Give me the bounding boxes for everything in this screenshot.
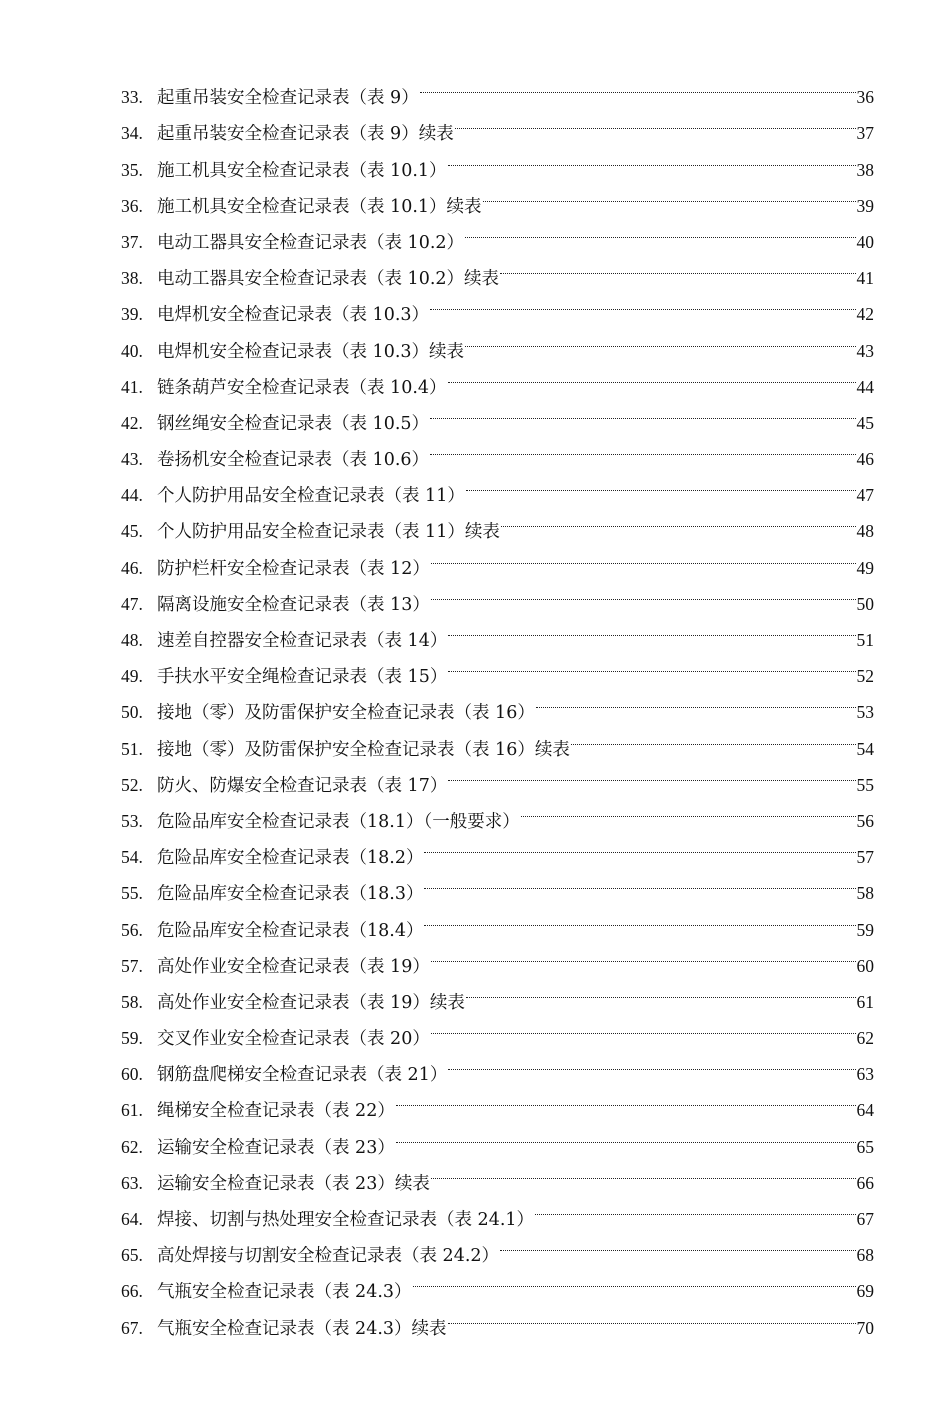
toc-entry-number: 55. [121, 883, 143, 904]
toc-entry-title: 施工机具安全检查记录表（表 10.1）续表 [157, 196, 482, 217]
toc-entry-number: 58. [121, 991, 143, 1012]
toc-dot-leader [431, 936, 856, 972]
toc-entry-number: 43. [121, 449, 143, 470]
toc-entry-number: 64. [121, 1209, 143, 1229]
toc-dot-leader [535, 1189, 855, 1225]
toc-entry-title: 接地（零）及防雷保护安全检查记录表（表 16）续表 [157, 739, 570, 760]
toc-entry-page-number: 39 [856, 195, 874, 216]
toc-dot-leader [455, 103, 856, 139]
toc-entry-title: 钢筋盘爬梯安全检查记录表（表 21） [157, 1065, 448, 1086]
toc-entry-title: 个人防护用品安全检查记录表（表 11） [157, 486, 465, 507]
toc-dot-leader [466, 465, 856, 501]
toc-entry-page-number: 54 [856, 738, 874, 759]
toc-entry-title: 高处作业安全检查记录表（表 19）续表 [157, 992, 465, 1013]
toc-entry-page-number: 63 [856, 1064, 874, 1085]
toc-entry-title: 气瓶安全检查记录表（表 24.3） [157, 1282, 412, 1303]
toc-entry-page-number: 40 [856, 231, 874, 252]
toc-entry-title: 高处作业安全检查记录表（表 19） [157, 956, 430, 977]
toc-dot-leader [396, 1080, 856, 1116]
toc-entry-title: 绳梯安全检查记录表（表 22） [157, 1101, 395, 1122]
table-of-contents [121, 67, 874, 1339]
toc-entry-number: 48. [121, 630, 143, 650]
toc-dot-leader [448, 1044, 855, 1080]
toc-dot-leader [431, 537, 856, 573]
toc-entry-page-number: 60 [856, 955, 874, 976]
toc-entry-number: 39. [121, 304, 143, 325]
toc-entry-page-number: 59 [856, 919, 874, 940]
toc-entry-number: 61. [121, 1100, 143, 1121]
toc-dot-leader [424, 863, 855, 899]
toc-dot-leader [448, 646, 855, 682]
toc-entry-title: 手扶水平安全绳检查记录表（表 15） [157, 667, 448, 688]
toc-entry-title: 危险品库安全检查记录表（18.4） [157, 920, 424, 941]
toc-entry-page-number: 47 [856, 485, 874, 506]
toc-entry-title: 电动工器具安全检查记录表（表 10.2） [157, 232, 465, 253]
toc-entry-title: 链条葫芦安全检查记录表（表 10.4） [157, 377, 447, 398]
toc-dot-leader [571, 718, 856, 754]
toc-entry-number: 54. [121, 847, 143, 868]
toc-dot-leader [430, 429, 855, 465]
toc-entry-title: 施工机具安全检查记录表（表 10.1） [157, 160, 447, 181]
toc-dot-leader [431, 1008, 856, 1044]
toc-entry-number: 46. [121, 557, 143, 578]
toc-entry-title: 防火、防爆安全检查记录表（表 17） [157, 775, 448, 796]
toc-entry-number: 59. [121, 1028, 143, 1049]
toc-entry-page-number: 51 [856, 630, 874, 650]
toc-entry-title: 防护栏杆安全检查记录表（表 12） [157, 558, 430, 579]
toc-entry-title: 起重吊装安全检查记录表（表 9）续表 [157, 124, 454, 145]
toc-dot-leader [430, 393, 855, 429]
toc-dot-leader [465, 320, 855, 356]
toc-entry-number: 38. [121, 268, 143, 289]
toc-entry-page-number: 55 [856, 774, 874, 795]
toc-entry-title: 起重吊装安全检查记录表（表 9） [157, 88, 419, 109]
toc-entry-number: 52. [121, 774, 143, 795]
toc-entry-page-number: 42 [856, 304, 874, 325]
toc-entry-number: 36. [121, 195, 143, 216]
toc-entry-title: 运输安全检查记录表（表 23） [157, 1137, 395, 1158]
toc-entry-number: 41. [121, 376, 143, 397]
toc-entry-page-number: 38 [856, 159, 874, 180]
toc-entry-number: 62. [121, 1136, 143, 1157]
toc-entry-page-number: 56 [856, 810, 874, 831]
toc-dot-leader [431, 1153, 856, 1189]
toc-entry-page-number: 68 [856, 1245, 874, 1266]
toc-dot-leader [424, 899, 855, 935]
toc-dot-leader [501, 501, 856, 537]
toc-entry-page-number: 43 [856, 340, 874, 361]
toc-dot-leader [500, 1225, 855, 1261]
toc-dot-leader [431, 574, 856, 610]
toc-entry-number: 40. [121, 340, 143, 361]
toc-dot-leader [521, 791, 856, 827]
toc-entry-page-number: 67 [856, 1209, 874, 1229]
toc-entry[interactable] [121, 67, 874, 109]
toc-entry-title: 危险品库安全检查记录表（18.1）（一般要求） [157, 811, 520, 832]
toc-entry-page-number: 58 [856, 883, 874, 904]
toc-entry-number: 47. [121, 593, 143, 614]
toc-entry-title: 卷扬机安全检查记录表（表 10.6） [157, 450, 430, 471]
toc-entry-title: 交叉作业安全检查记录表（表 20） [157, 1029, 430, 1050]
toc-dot-leader [500, 248, 855, 284]
toc-entry-number: 56. [121, 919, 143, 940]
toc-entry-page-number: 57 [856, 847, 874, 868]
toc-dot-leader [483, 176, 856, 212]
toc-dot-leader [424, 827, 855, 863]
toc-entry-title: 焊接、切割与热处理安全检查记录表（表 24.1） [157, 1210, 535, 1230]
toc-entry-page-number: 52 [856, 666, 874, 687]
toc-entry-number: 57. [121, 955, 143, 976]
toc-entry-number: 33. [121, 87, 143, 108]
toc-entry-number: 49. [121, 666, 143, 687]
toc-entry-page-number: 48 [856, 521, 874, 542]
toc-dot-leader [420, 67, 856, 103]
toc-entry-number: 44. [121, 485, 143, 506]
toc-entry-page-number: 36 [856, 87, 874, 108]
toc-entry-number: 42. [121, 412, 143, 433]
toc-entry-number: 50. [121, 702, 143, 723]
toc-entry-page-number: 66 [856, 1172, 874, 1193]
toc-entry-page-number: 50 [856, 593, 874, 614]
toc-dot-leader [536, 682, 856, 718]
toc-entry-title: 接地（零）及防雷保护安全检查记录表（表 16） [157, 703, 535, 724]
toc-entry-title: 危险品库安全检查记录表（18.2） [157, 848, 424, 869]
toc-entry-page-number: 65 [856, 1136, 874, 1157]
toc-dot-leader [465, 212, 855, 248]
toc-entry-number: 37. [121, 231, 143, 252]
toc-entry-number: 67. [121, 1317, 143, 1338]
toc-dot-leader [466, 972, 856, 1008]
toc-entry-number: 51. [121, 738, 143, 759]
toc-entry-number: 35. [121, 159, 143, 180]
toc-entry-page-number: 41 [856, 268, 874, 289]
toc-entry-title: 高处焊接与切割安全检查记录表（表 24.2） [157, 1246, 500, 1267]
toc-entry-number: 60. [121, 1064, 143, 1085]
toc-entry-number: 63. [121, 1172, 143, 1193]
toc-dot-leader [430, 284, 855, 320]
toc-entry-title: 电动工器具安全检查记录表（表 10.2）续表 [157, 269, 500, 290]
toc-entry-number: 34. [121, 123, 143, 144]
toc-entry-title: 个人防护用品安全检查记录表（表 11）续表 [157, 522, 500, 543]
toc-entry-page-number: 64 [856, 1100, 874, 1121]
toc-dot-leader [448, 755, 855, 791]
toc-dot-leader [396, 1116, 856, 1152]
toc-entry-number: 45. [121, 521, 143, 542]
toc-entry-page-number: 61 [856, 991, 874, 1012]
toc-entry-page-number: 37 [856, 123, 874, 144]
toc-entry-page-number: 69 [856, 1281, 874, 1302]
toc-entry-page-number: 49 [856, 557, 874, 578]
toc-entry-page-number: 53 [856, 702, 874, 723]
toc-entry-title: 电焊机安全检查记录表（表 10.3） [157, 305, 430, 326]
toc-dot-leader [448, 139, 856, 175]
toc-entry-page-number: 62 [856, 1028, 874, 1049]
toc-entry-number: 66. [121, 1281, 143, 1302]
toc-dot-leader [448, 357, 856, 393]
toc-dot-leader [448, 1297, 856, 1333]
toc-entry-title: 危险品库安全检查记录表（18.3） [157, 884, 424, 905]
toc-entry-page-number: 45 [856, 412, 874, 433]
toc-entry-title: 钢丝绳安全检查记录表（表 10.5） [157, 413, 430, 434]
toc-entry-page-number: 70 [856, 1317, 874, 1338]
toc-dot-leader [448, 610, 855, 646]
toc-entry-number: 65. [121, 1245, 143, 1266]
toc-entry-number: 53. [121, 810, 143, 831]
toc-dot-leader [413, 1261, 856, 1297]
toc-entry-title: 速差自控器安全检查记录表（表 14） [157, 631, 448, 651]
toc-entry-title: 运输安全检查记录表（表 23）续表 [157, 1173, 430, 1194]
toc-entry-title: 隔离设施安全检查记录表（表 13） [157, 594, 430, 615]
toc-entry-title: 电焊机安全检查记录表（表 10.3）续表 [157, 341, 465, 362]
toc-entry-page-number: 46 [856, 449, 874, 470]
toc-entry-page-number: 44 [856, 376, 874, 397]
toc-entry-title: 气瓶安全检查记录表（表 24.3）续表 [157, 1318, 447, 1339]
